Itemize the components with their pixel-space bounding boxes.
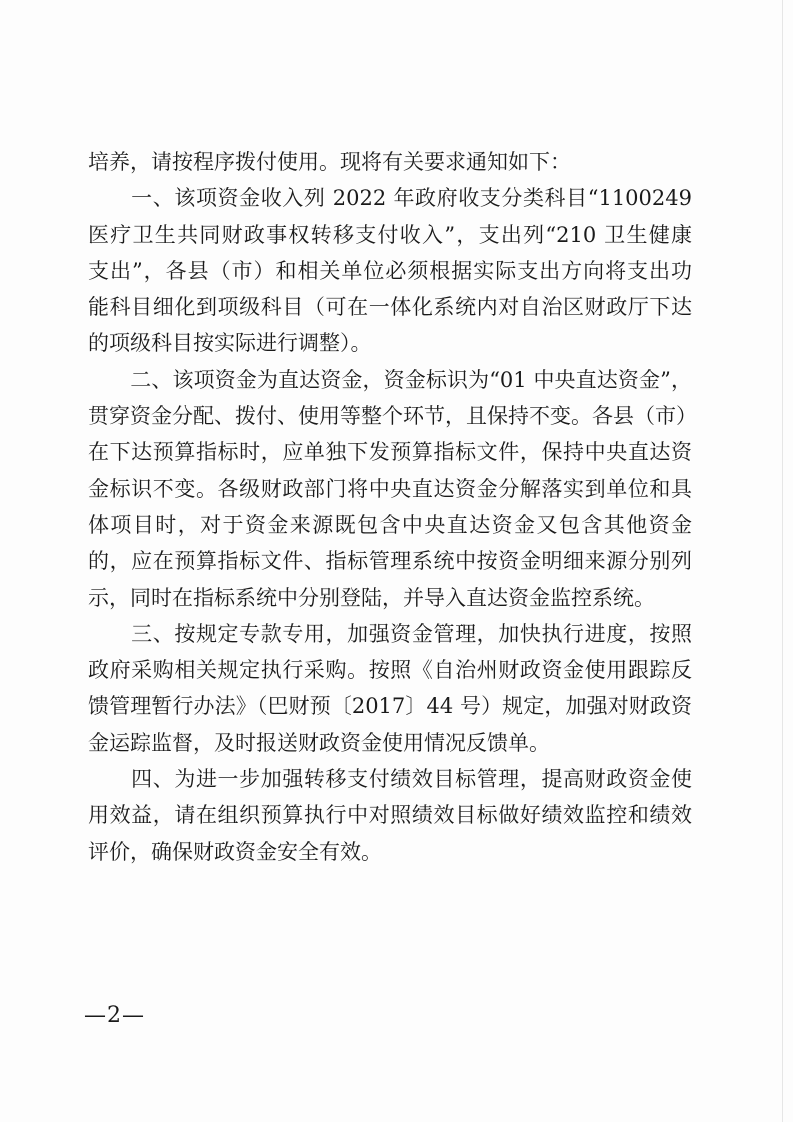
page-number: —2—	[84, 1003, 145, 1028]
page-edge-divider	[782, 0, 783, 1122]
text-line: 体项目时，对于资金来源既包含中央直达资金又包含其他资金	[88, 512, 692, 537]
text-line: 支出”，各县（市）和相关单位必须根据实际支出方向将支出功	[88, 258, 692, 283]
document-body	[88, 144, 697, 870]
text-line: 金运踪监督，及时报送财政资金使用情况反馈单。	[88, 730, 550, 755]
text-line: 医疗卫生共同财政事权转移支付收入”，支出列“210 卫生健康	[88, 222, 692, 247]
text-line: 在下达预算指标时，应单独下发预算指标文件，保持中央直达资	[88, 440, 692, 465]
text-line: 能科目细化到项级科目（可在一体化系统内对自治区财政厅下达	[88, 295, 692, 320]
text-line: 的项级科目按实际进行调整）。	[88, 331, 372, 356]
text-line: 示，同时在指标系统中分别登陆，并导入直达资金监控系统。	[88, 585, 655, 610]
text-line: 四、为进一步加强转移支付绩效目标管理，提高财政资金使	[88, 767, 692, 792]
text-line: 培养，请按程序拨付使用。现将有关要求通知如下：	[88, 150, 571, 174]
text-line: 二、该项资金为直达资金，资金标识为“01 中央直达资金”，	[88, 367, 692, 392]
text-line: 三、按规定专款专用，加强资金管理，加快执行进度，按照	[88, 621, 692, 646]
text-line: 馈管理暂行办法》（巴财预〔2017〕44 号）规定，加强对财政资	[88, 694, 692, 719]
text-line: 金标识不变。各级财政部门将中央直达资金分解落实到单位和具	[88, 476, 692, 501]
text-line: 贯穿资金分配、拨付、使用等整个环节，且保持不变。各县（市）	[88, 404, 697, 429]
text-line: 一、该项资金收入列 2022 年政府收支分类科目“1100249	[88, 186, 692, 211]
text-line: 的，应在预算指标文件、指标管理系统中按资金明细来源分别列	[88, 549, 692, 574]
text-line: 评价，确保财政资金安全有效。	[88, 839, 382, 864]
text-line: 用效益，请在组织预算执行中对照绩效目标做好绩效监控和绩效	[88, 803, 692, 828]
text-line: 政府采购相关规定执行采购。按照《自治州财政资金使用跟踪反	[88, 658, 692, 683]
